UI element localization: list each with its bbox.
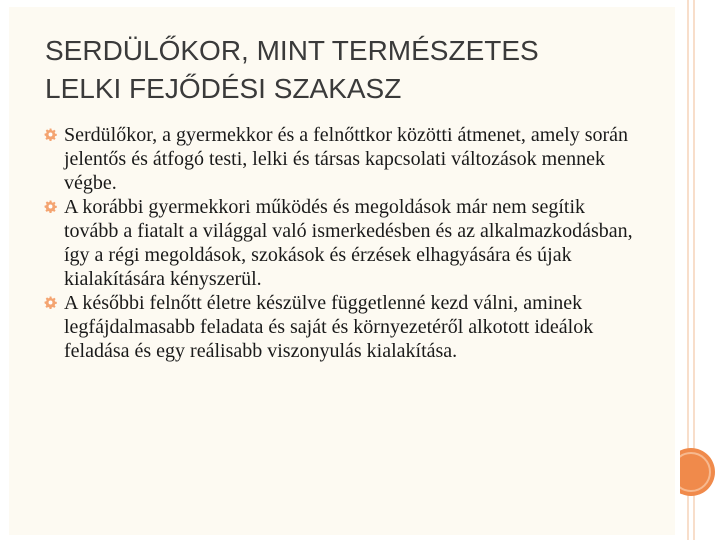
- title-line-1: SERDÜLŐKOR, MINT TERMÉSZETES: [45, 35, 539, 66]
- gear-icon: [44, 128, 57, 141]
- decorative-rail: [680, 0, 720, 540]
- bullet-text-2: A korábbi gyermekkori működés és megoldások már nem segítik tovább a fiatalt a világgal való ismerkedésben és az alkalmazkodásban, így a régi megoldások, szokások és érzések elhagyására és újak kialakítására kényszerül.: [64, 196, 633, 290]
- bullet-item-3: [44, 291, 644, 363]
- bullet-item-2: [44, 195, 644, 291]
- bullet-text-3: A későbbi felnőtt életre készülve függetlenné kezd válni, aminek legfájdalmasabb feladata és saját és környezetéről alkotott ideálok feladása és egy reálisabb viszonyulás kialakítása.: [64, 292, 594, 362]
- bullet-text-1: Serdülőkor, a gyermekkor és a felnőttkor közötti átmenet, amely során jelentős és átfogó testi, lelki és társas kapcsolati változások mennek végbe.: [64, 124, 629, 194]
- title-line-2: LELKI FEJŐDÉSI SZAKASZ: [45, 73, 402, 104]
- bullet-item-1: [44, 123, 644, 195]
- bullet-list: [44, 123, 644, 363]
- slide-title: [45, 32, 645, 108]
- gear-icon: [44, 200, 57, 213]
- gear-icon: [44, 296, 57, 309]
